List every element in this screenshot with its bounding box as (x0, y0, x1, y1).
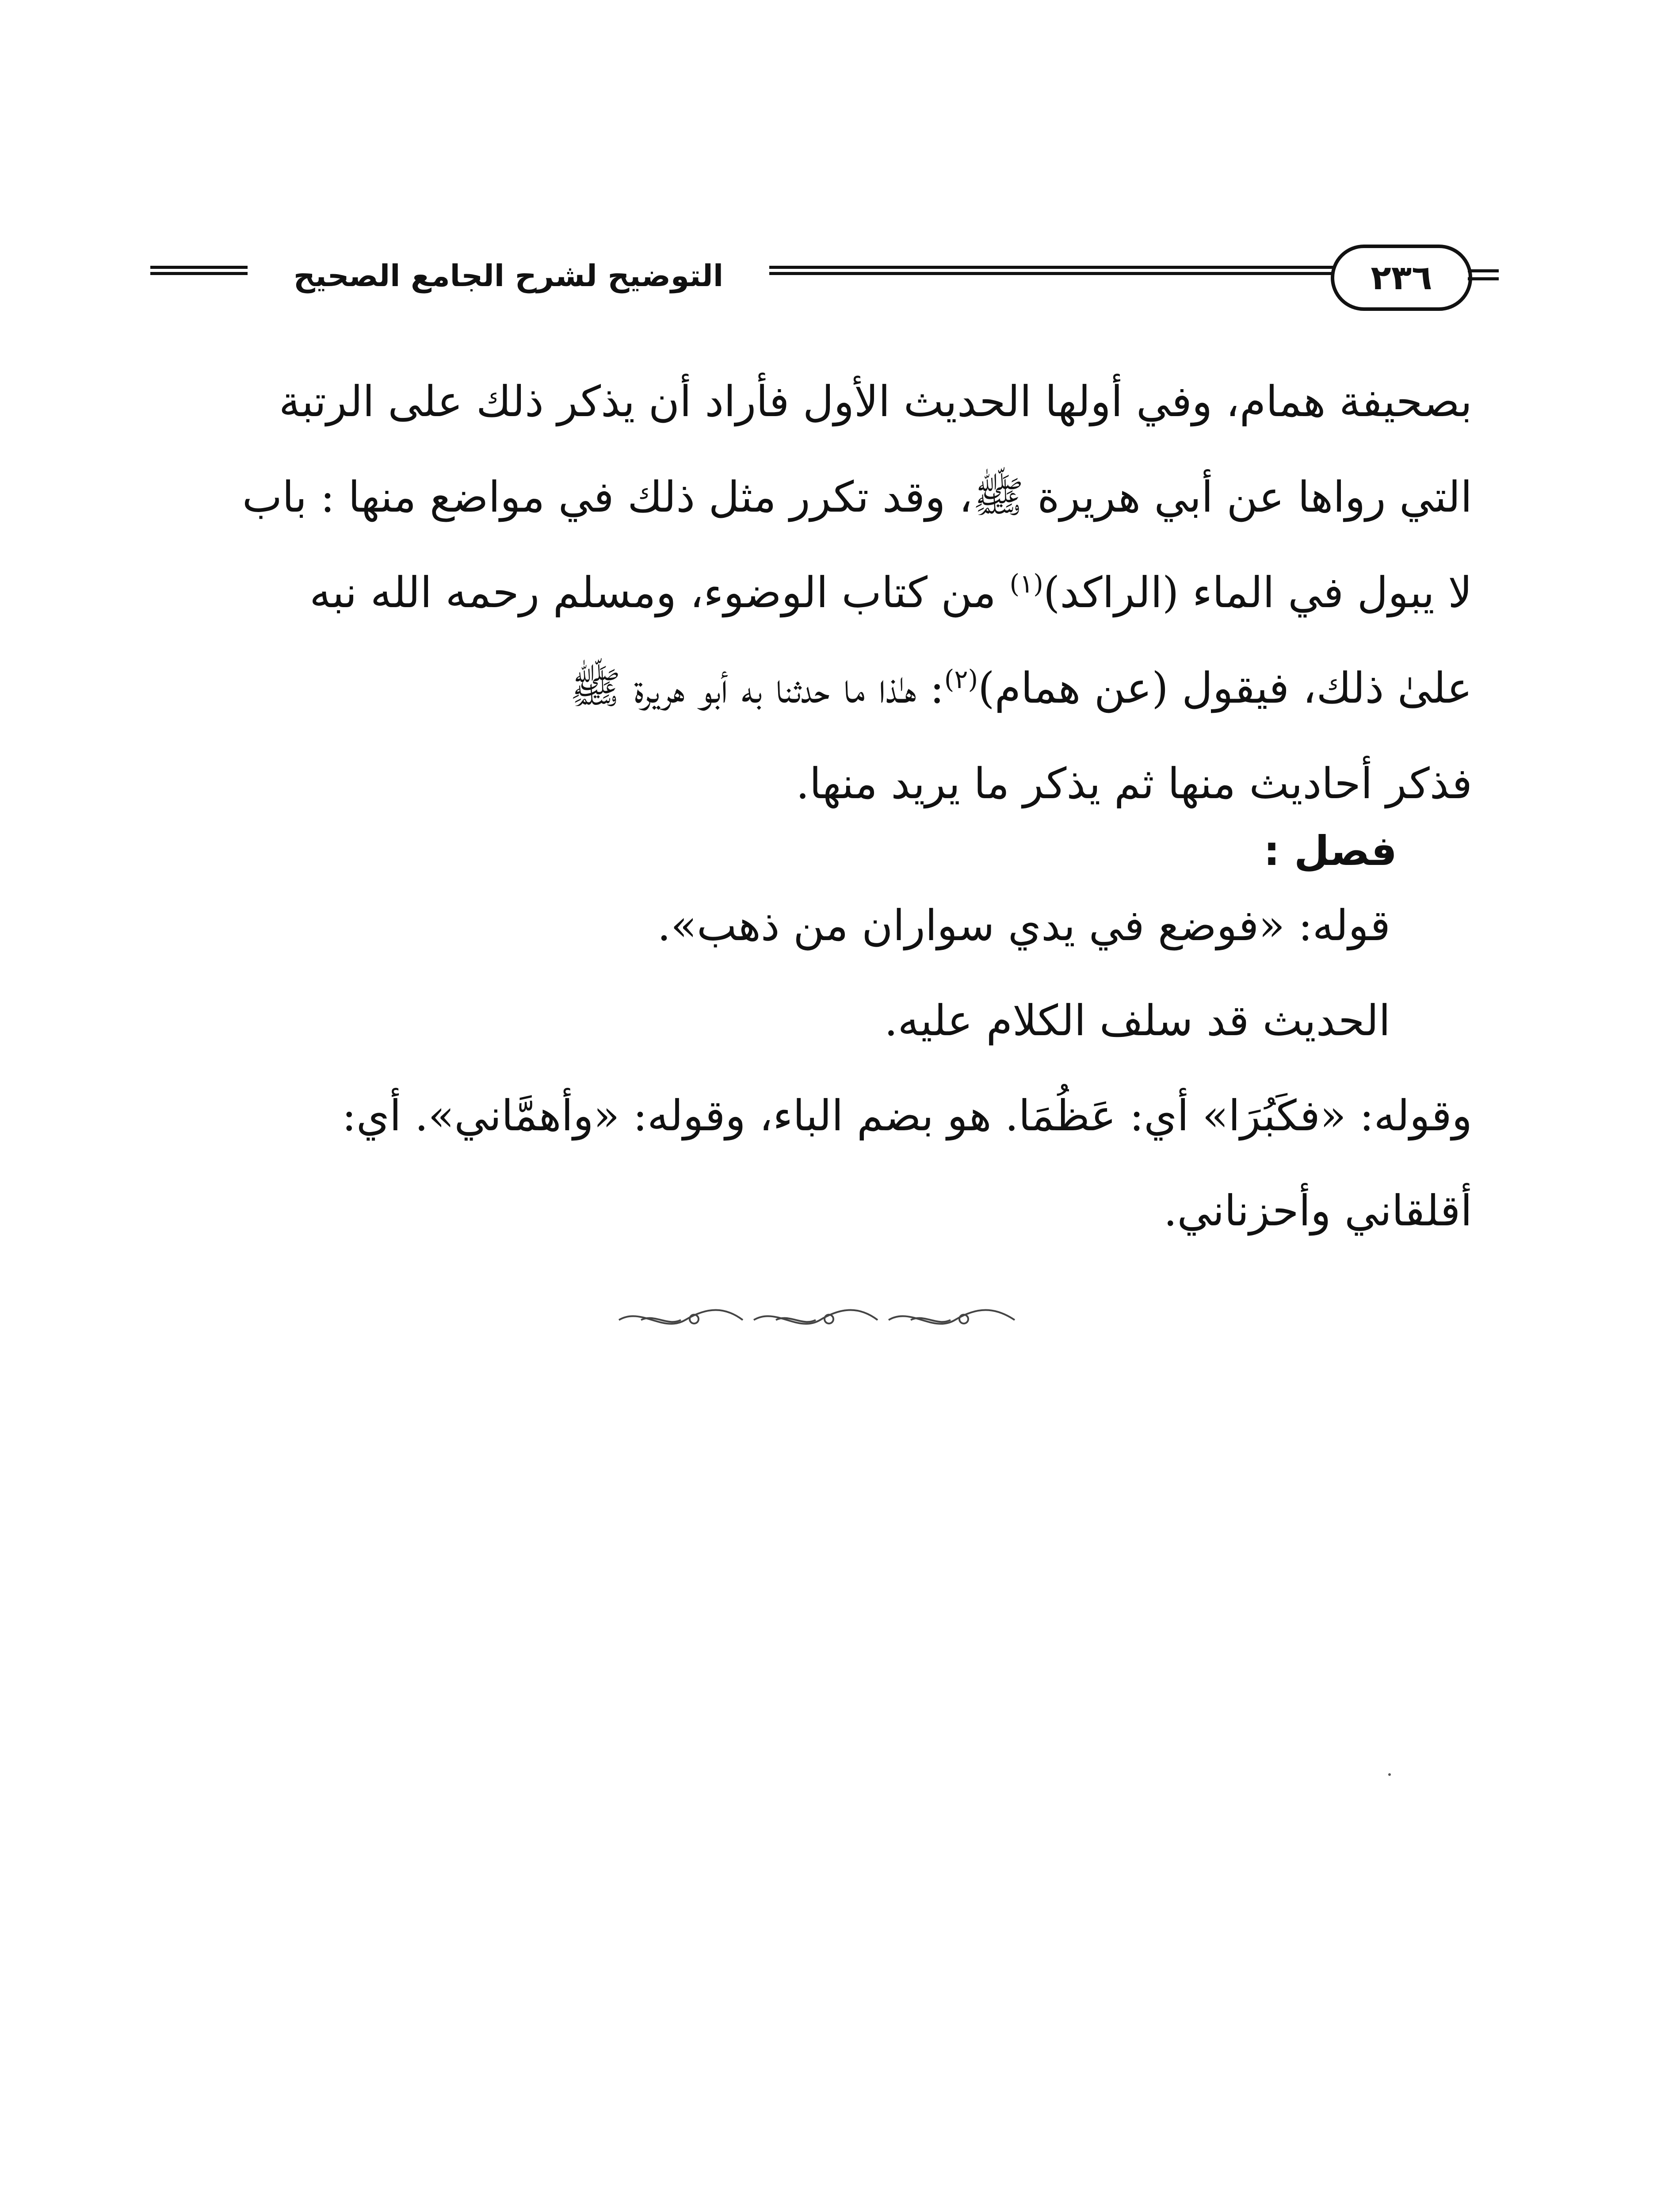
text-segment: لا يبول في الماء (الراكد) (1043, 568, 1472, 617)
text-line: فذكر أحاديث منها ثم يذكر ما يريد منها. (796, 759, 1472, 808)
page-number: ٢٣٦ (1331, 245, 1472, 311)
running-header (150, 241, 1485, 316)
text-line (153, 640, 1472, 736)
scan-speck (1388, 1773, 1391, 1776)
footnote-ref[interactable]: (٢) (944, 664, 978, 694)
header-rule-right (1468, 269, 1499, 272)
text-segment: علىٰ ذلك، فيقول (عن همام) (978, 663, 1472, 713)
explanation-line: وقوله: «فكَبُرَا» أي: عَظُمَا. هو بضم الباء، وقوله: «وأهمَّاني». أي: (342, 1091, 1472, 1140)
explanation-line: أقلقاني وأحزناني. (1164, 1186, 1472, 1236)
text-line: التي رواها عن أبي هريرة ﷺ، وقد تكرر مثل ذلك في مواضع منها : باب (242, 472, 1472, 522)
text-line (153, 545, 1472, 640)
header-rule-right-lower (1468, 277, 1499, 280)
main-paragraph (153, 354, 1472, 831)
quote-line: قوله: «فوضع في يدي سواران من ذهب». (657, 901, 1390, 950)
text-line: بصحيفة همام، وفي أولها الحديث الأول فأراد أن يذكر ذلك على الرتبة (279, 377, 1472, 426)
hadith-line: الحديث قد سلف الكلام عليه. (884, 996, 1390, 1045)
text-segment: : هـٰذا ما حدثنا به أبو هريرة ﷺ (569, 663, 944, 713)
floral-divider-icon (615, 1302, 1021, 1338)
header-rule-middle (769, 266, 1333, 269)
footnote-ref[interactable]: (١) (1009, 569, 1043, 599)
section-heading: فصل : (1264, 827, 1397, 875)
header-rule-left (150, 266, 248, 269)
text-segment: من كتاب الوضوء، ومسلم رحمه الله نبه (309, 568, 1010, 617)
header-title: التوضيح لشرح الجامع الصحيح (293, 259, 724, 294)
